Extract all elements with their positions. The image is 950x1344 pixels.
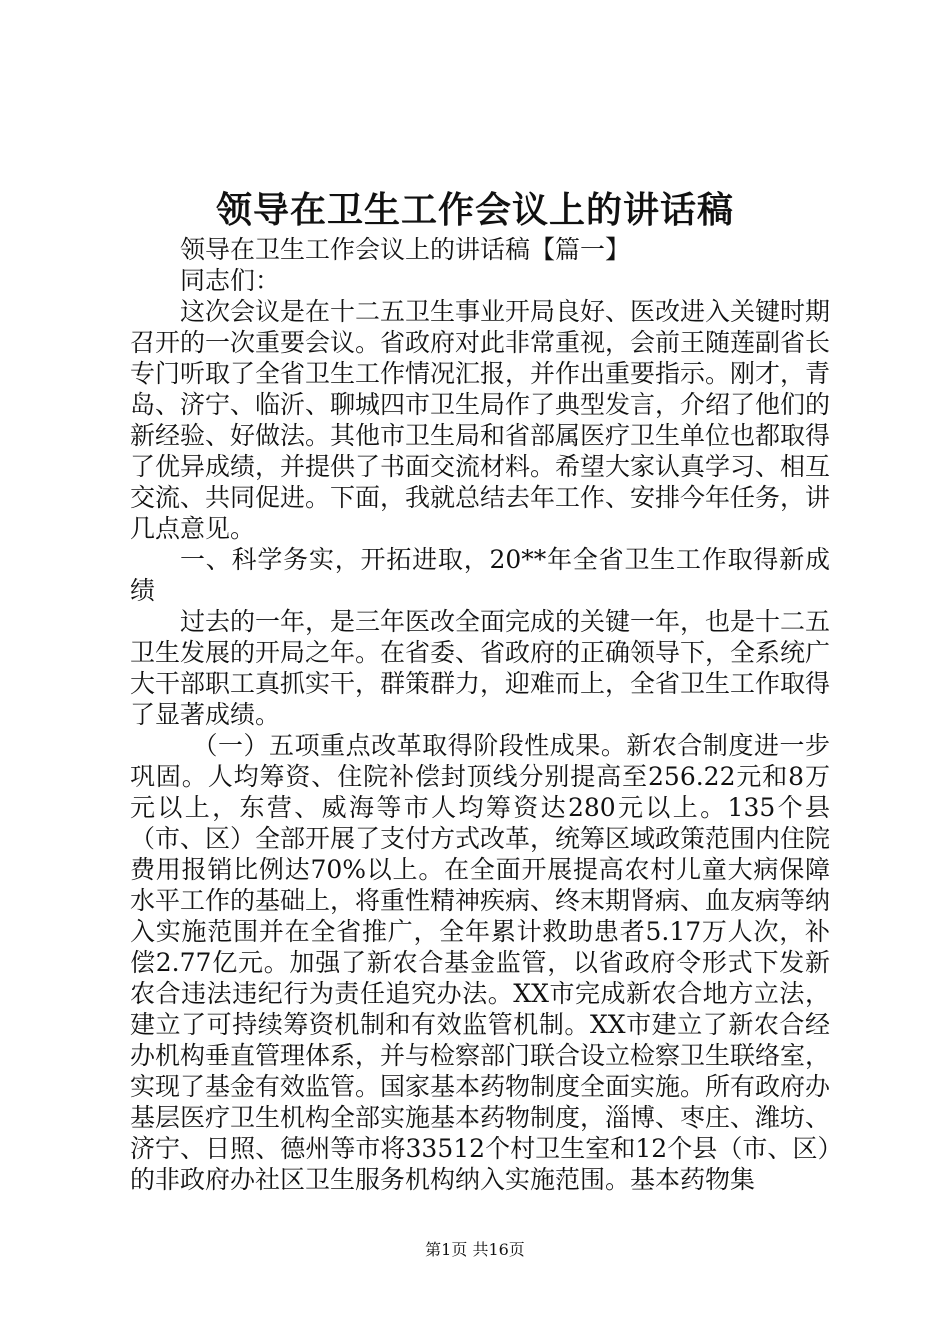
section-heading: 领导在卫生工作会议上的讲话稿【篇一】 — [180, 235, 631, 264]
salutation: 同志们： — [180, 266, 281, 295]
document-body — [130, 234, 830, 1195]
section-heading: 一、科学务实，开拓进取，20**年全省卫生工作取得新成绩 — [130, 545, 830, 605]
body-paragraph: （一）五项重点改革取得阶段性成果。新农合制度进一步巩固。人均筹资、住院补偿封顶线分别提高至256.22元和8万元以上，东营、威海等市人均筹资达280元以上。135个县（市、区）全部开展了支付方式改革，统筹区域政策范围内住院费用报销比例达70%以上。在全面开展提高农村儿童大病保障水平工作的基础上，将重性精神疾病、终末期肾病、血友病等纳入实施范围并在全省推广，全年累计救助患者5.17万人次，补偿2.77亿元。加强了新农合基金监管，以省政府令形式下发新农合违法违纪行为责任追究办法。XX市完成新农合地方立法，建立了可持续筹资机制和有效监管机制。XX市建立了新农合经办机构垂直管理体系，并与检察部门联合设立检察卫生联络室，实现了基金有效监管。国家基本药物制度全面实施。所有政府办基层医疗卫生机构全部实施基本药物制度，淄博、枣庄、潍坊、济宁、日照、德州等市将33512个村卫生室和12个县（市、区）的非政府办社区卫生服务机构纳入实施范围。基本药物集 — [130, 731, 831, 1194]
document-title: 领导在卫生工作会议上的讲话稿 — [215, 189, 734, 231]
page-number: 第1页 共16页 — [425, 1240, 525, 1259]
body-paragraph: 过去的一年，是三年医改全面完成的关键一年，也是十二五卫生发展的开局之年。在省委、省政府的正确领导下，全系统广大干部职工真抓实干，群策群力，迎难而上，全省卫生工作取得了显著成绩。 — [130, 607, 831, 729]
body-paragraph: 这次会议是在十二五卫生事业开局良好、医改进入关键时期召开的一次重要会议。省政府对此非常重视，会前王随莲副省长专门听取了全省卫生工作情况汇报，并作出重要指示。刚才，青岛、济宁、临沂、聊城四市卫生局作了典型发言，介绍了他们的新经验、好做法。其他市卫生局和省部属医疗卫生单位也都取得了优异成绩，并提供了书面交流材料。希望大家认真学习、相互交流、共同促进。下面，我就总结去年工作、安排今年任务，讲几点意见。 — [130, 297, 831, 543]
